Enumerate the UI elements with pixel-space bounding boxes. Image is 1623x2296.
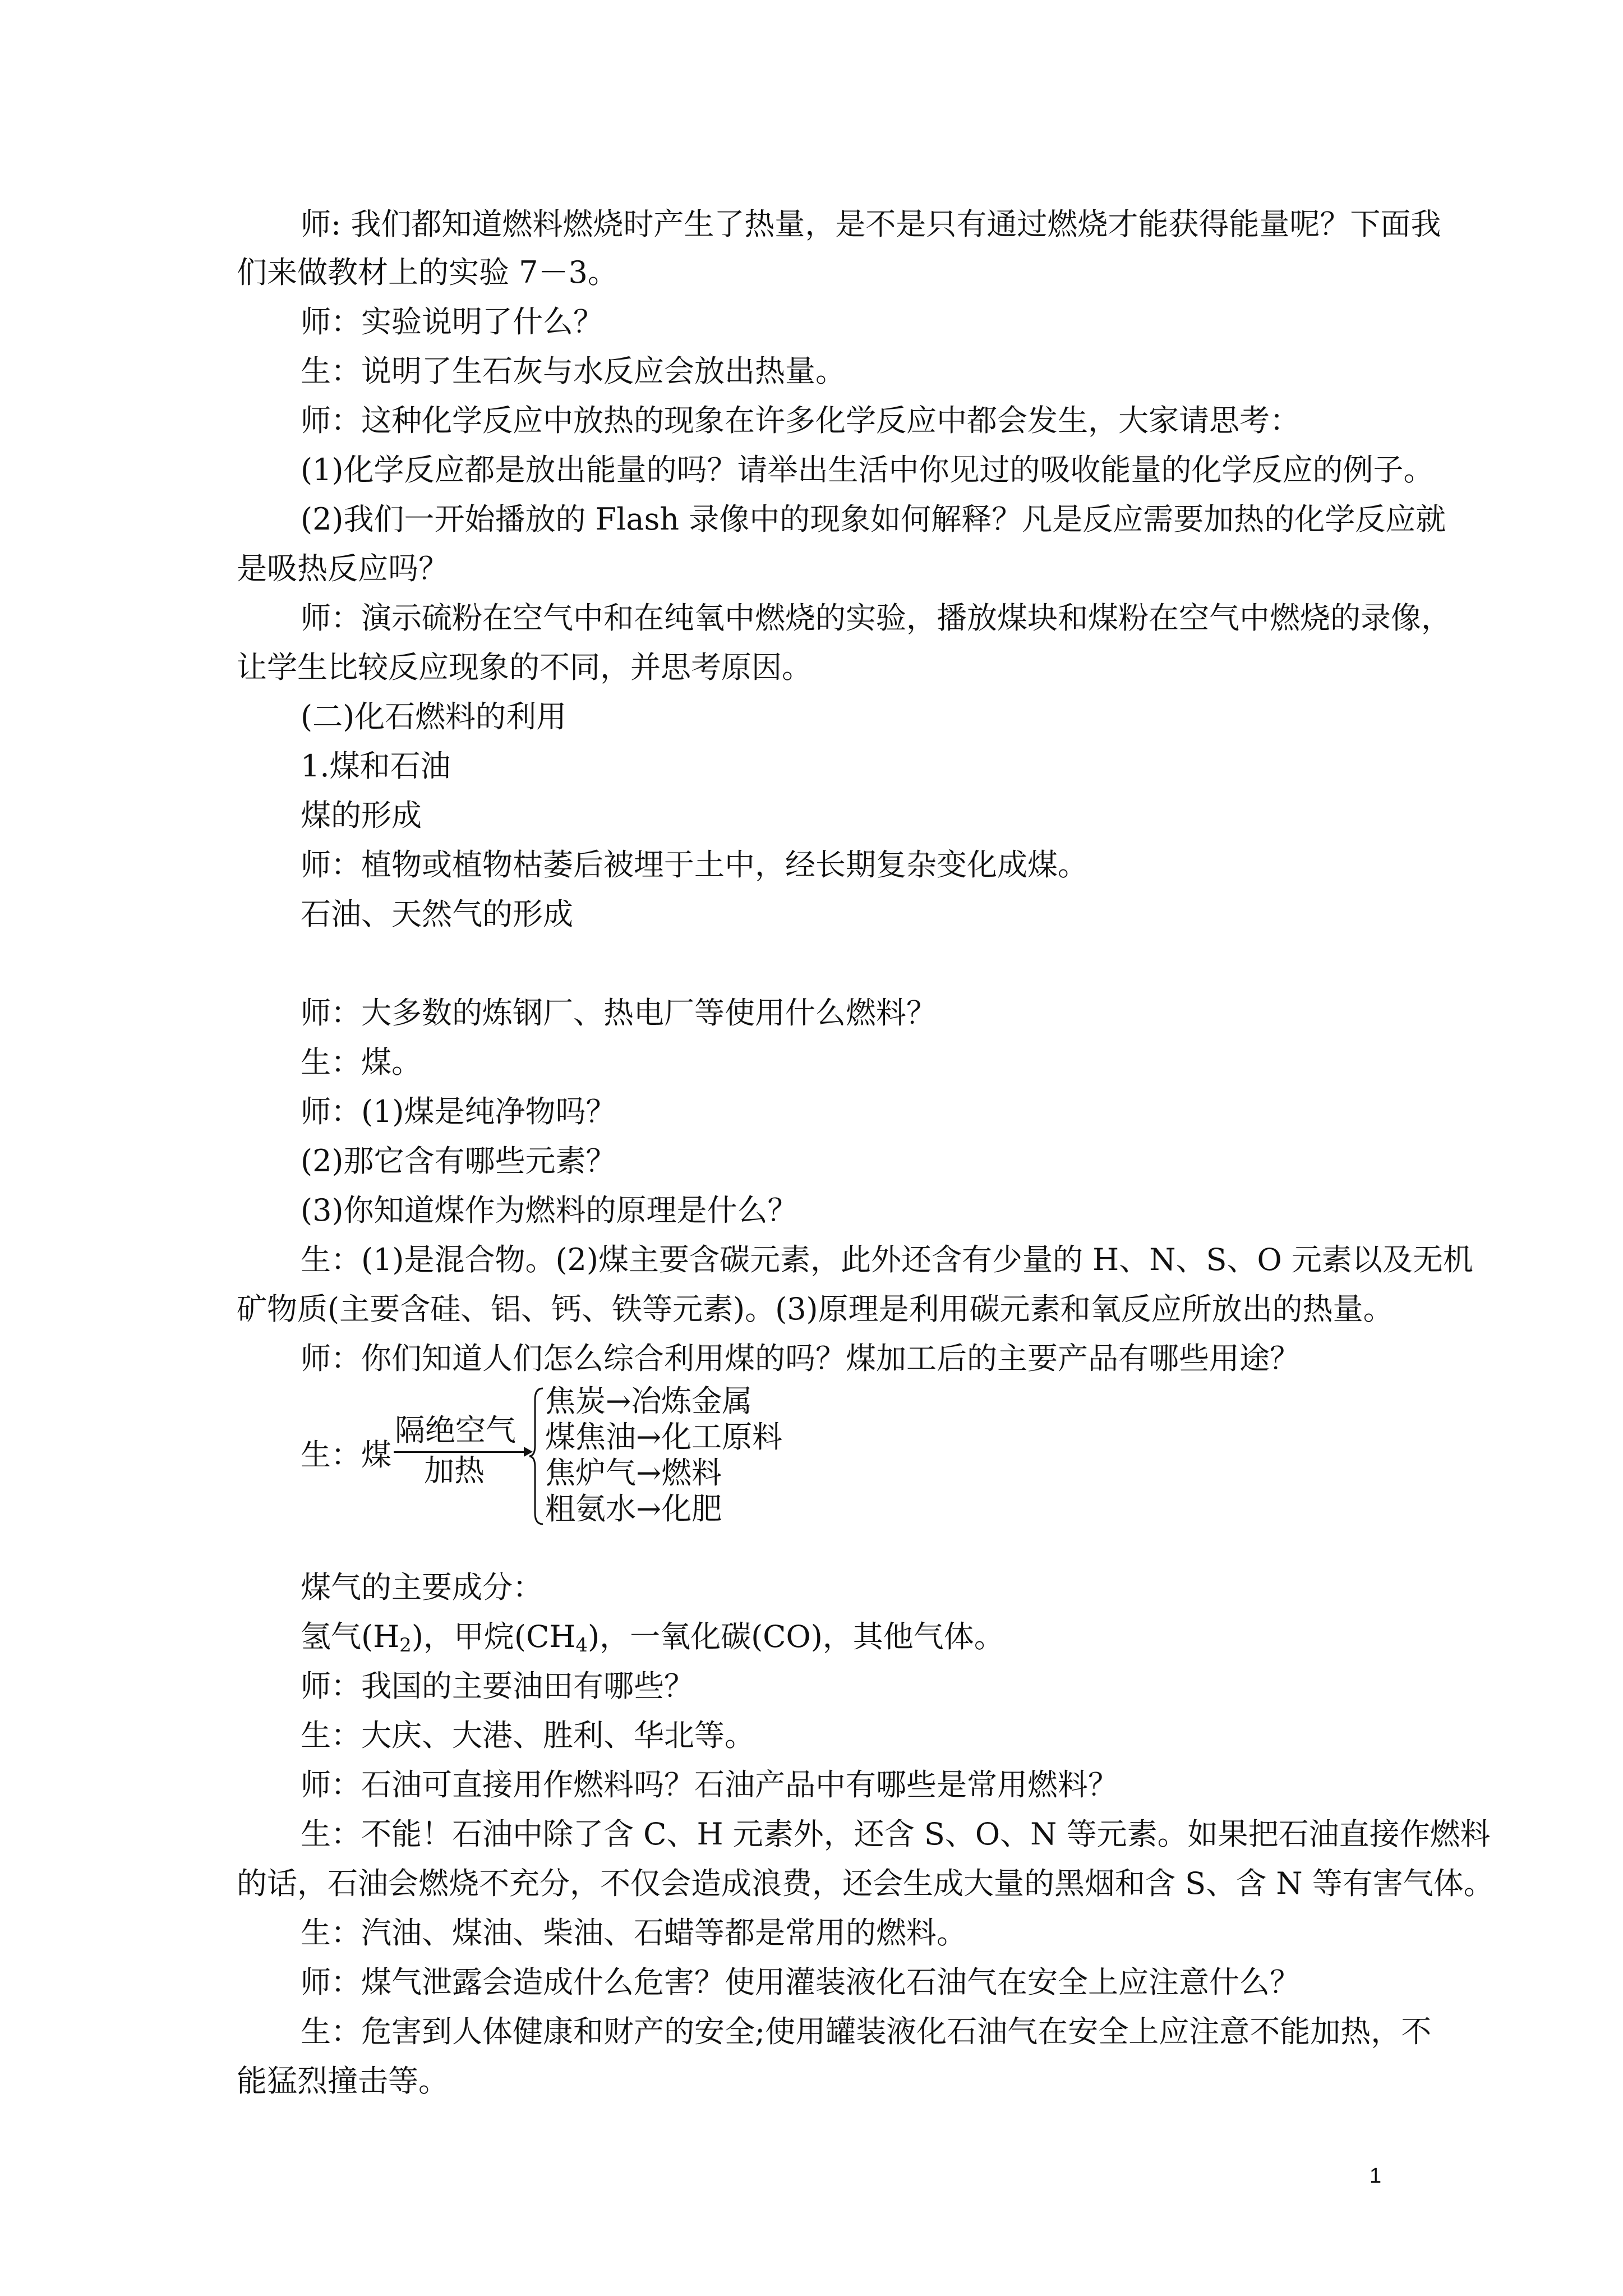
brace-icon [528,1386,545,1526]
paragraph-line: 煤的形成 [301,798,422,833]
gas-components-line [301,1613,1394,1660]
paragraph-line: 煤气的主要成分： [301,1570,543,1605]
paragraph-line: 让学生比较反应现象的不同，并思考原因。 [237,650,812,685]
paragraph-line: 生：汽油、煤油、柴油、石蜡等都是常用的燃料。 [301,1915,967,1950]
paragraph-line: 师：煤气泄露会造成什么危害？使用灌装液化石油气在安全上应注意什么？ [301,1964,1300,2000]
gas-text: 氢气(H [301,1619,400,1654]
paragraph-line: (3)你知道煤作为燃料的原理是什么？ [301,1193,798,1228]
gas-text: )，一氧化碳(CO)，其他气体。 [588,1619,1004,1654]
scheme-branch: 煤焦油→化工原料 [545,1419,783,1455]
paragraph-line: 石油、天然气的形成 [301,896,573,932]
paragraph-line: (2)我们一开始播放的 Flash 录像中的现象如何解释？凡是反应需要加热的化学反应就 [301,501,1446,537]
paragraph-line: 师：你们知道人们怎么综合利用煤的吗？煤加工后的主要产品有哪些用途？ [301,1341,1300,1376]
scheme-branch: 粗氨水→化肥 [545,1491,722,1526]
subscript: 4 [575,1634,588,1657]
scheme-condition-top: 隔绝空气 [395,1412,516,1448]
paragraph-line: 师：实验说明了什么？ [301,304,603,339]
gas-text: )，甲烷(CH [411,1619,576,1654]
paragraph-line: 师: 我们都知道燃料燃烧时产生了热量，是不是只有通过燃烧才能获得能量呢？下面我 [301,206,1441,242]
paragraph-line: 矿物质(主要含硅、铝、钙、铁等元素)。(3)原理是利用碳元素和氧反应所放出的热量。 [237,1291,1394,1327]
paragraph-line: 师：石油可直接用作燃料吗？石油产品中有哪些是常用燃料？ [301,1767,1118,1802]
paragraph-line: 师：我国的主要油田有哪些？ [301,1668,694,1704]
paragraph-line: 生：危害到人体健康和财产的安全;使用罐装液化石油气在安全上应注意不能加热，不 [301,2014,1432,2049]
paragraph-line: 生：(1)是混合物。(2)煤主要含碳元素，此外还含有少量的 H、N、S、O 元素以及无机 [301,1242,1473,1277]
scheme-speaker: 生： [301,1437,361,1473]
paragraph-line: 师：这种化学反应中放热的现象在许多化学反应中都会发生，大家请思考： [301,403,1300,438]
section-heading: (二)化石燃料的利用 [301,699,567,734]
paragraph-line: 是吸热反应吗？ [237,551,449,586]
paragraph-line: (2)那它含有哪些元素？ [301,1143,616,1179]
scheme-branch: 焦炭→冶炼金属 [545,1383,753,1419]
scheme-condition-bottom: 加热 [424,1453,485,1488]
scheme-branch: 焦炉气→燃料 [545,1455,722,1490]
paragraph-line: 师：(1)煤是纯净物吗？ [301,1094,616,1129]
paragraph-line: 师：演示硫粉在空气中和在纯氧中燃烧的实验，播放煤块和煤粉在空气中燃烧的录像， [301,600,1451,636]
paragraph-line: 的话，石油会燃烧不充分，不仅会造成浪费，还会生成大量的黑烟和含 S、含 N 等有害气体。 [237,1866,1494,1901]
paragraph-line: 生：大庆、大港、胜利、华北等。 [301,1718,755,1753]
paragraph-line: 师：大多数的炼钢厂、热电厂等使用什么燃料？ [301,995,937,1030]
paragraph-line: 生：说明了生石灰与水反应会放出热量。 [301,353,846,389]
paragraph-line: 能猛烈撞击等。 [237,2063,449,2099]
scheme-source: 煤 [361,1437,391,1473]
paragraph-line: 们来做教材上的实验 7－3。 [237,255,618,290]
coal-processing-scheme [301,1383,805,1529]
subscript: 2 [399,1634,412,1657]
paragraph-line: 生：不能！石油中除了含 C、H 元素外，还含 S、O、N 等元素。如果把石油直接作燃料 [301,1816,1491,1852]
paragraph-line: 生：煤。 [301,1045,422,1080]
subsection-heading: 1.煤和石油 [301,748,451,784]
paragraph-line: (1)化学反应都是放出能量的吗？请举出生活中你见过的吸收能量的化学反应的例子。 [301,452,1434,487]
paragraph-line: 师：植物或植物枯萎后被埋于土中，经长期复杂变化成煤。 [301,847,1088,882]
page-number: 1 [1370,2164,1382,2188]
